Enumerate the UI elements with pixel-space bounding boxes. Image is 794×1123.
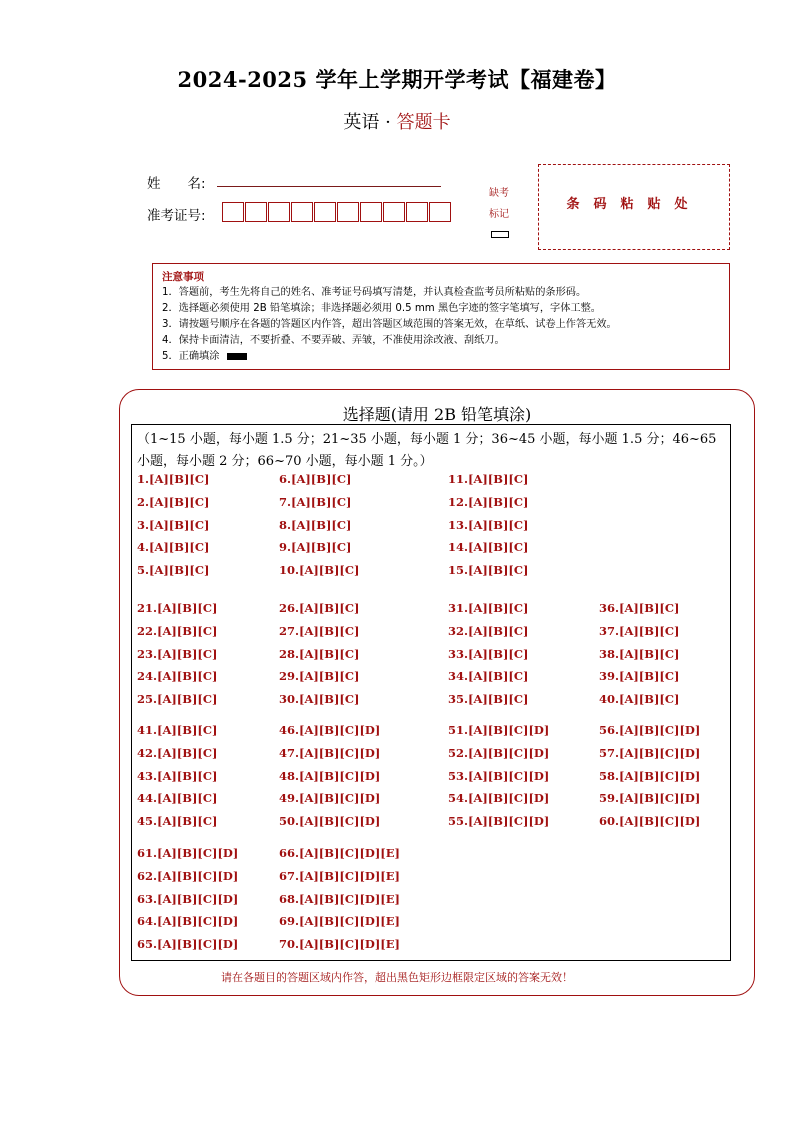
id-digit-box[interactable] bbox=[222, 202, 244, 222]
question-45[interactable]: 45.[A][B][C] bbox=[137, 814, 218, 829]
exam-title: 2024-2025 学年上学期开学考试【福建卷】 bbox=[177, 67, 617, 92]
question-11[interactable]: 11.[A][B][C] bbox=[448, 472, 529, 486]
id-digit-box[interactable] bbox=[383, 202, 405, 222]
section-instructions: （1~15 小题，每小题 1.5 分；21~35 小题，每小题 1 分；36~45 小题，每小题 1.5 分；46~65 小题，每小题 2 分；66~70 小题，每小题 1 分。） bbox=[137, 432, 717, 469]
question-23[interactable]: 23.[A][B][C] bbox=[137, 646, 218, 661]
question-42[interactable]: 42.[A][B][C] bbox=[137, 745, 218, 760]
question-43[interactable]: 43.[A][B][C] bbox=[137, 768, 218, 783]
question-37[interactable]: 37.[A][B][C] bbox=[599, 623, 680, 638]
question-30[interactable]: 30.[A][B][C] bbox=[279, 692, 360, 707]
question-54[interactable]: 54.[A][B][C][D] bbox=[448, 791, 550, 806]
id-digit-box[interactable] bbox=[291, 202, 313, 222]
question-49[interactable]: 49.[A][B][C][D] bbox=[279, 791, 381, 806]
absent-mark-box[interactable] bbox=[491, 231, 509, 238]
question-14[interactable]: 14.[A][B][C] bbox=[448, 540, 529, 555]
correct-fill-example bbox=[227, 353, 247, 360]
notice-item: 1．答题前，考生先将自己的姓名、准考证号码填写清楚，并认真检查监考员所粘贴的条形码。 bbox=[162, 287, 587, 298]
notice-title: 注意事项 bbox=[162, 271, 204, 283]
question-2[interactable]: 2.[A][B][C] bbox=[137, 494, 210, 509]
section-title: 选择题(请用 2B 铅笔填涂) bbox=[342, 405, 532, 424]
question-27[interactable]: 27.[A][B][C] bbox=[279, 623, 360, 638]
question-15[interactable]: 15.[A][B][C] bbox=[448, 563, 529, 578]
question-47[interactable]: 47.[A][B][C][D] bbox=[279, 745, 381, 760]
question-10[interactable]: 10.[A][B][C] bbox=[279, 563, 360, 578]
question-32[interactable]: 32.[A][B][C] bbox=[448, 623, 529, 638]
id-digit-box[interactable] bbox=[406, 202, 428, 222]
id-digit-box[interactable] bbox=[337, 202, 359, 222]
question-34[interactable]: 34.[A][B][C] bbox=[448, 669, 529, 684]
question-61[interactable]: 61.[A][B][C][D] bbox=[137, 846, 239, 860]
barcode-area bbox=[538, 164, 730, 250]
question-21[interactable]: 21.[A][B][C] bbox=[137, 601, 218, 615]
card-label: 答题卡 bbox=[396, 112, 451, 133]
question-52[interactable]: 52.[A][B][C][D] bbox=[448, 745, 550, 760]
question-35[interactable]: 35.[A][B][C] bbox=[448, 692, 529, 707]
question-29[interactable]: 29.[A][B][C] bbox=[279, 669, 360, 684]
question-70[interactable]: 70.[A][B][C][D][E] bbox=[279, 937, 400, 952]
question-38[interactable]: 38.[A][B][C] bbox=[599, 646, 680, 661]
question-36[interactable]: 36.[A][B][C] bbox=[599, 601, 680, 615]
question-65[interactable]: 65.[A][B][C][D] bbox=[137, 937, 239, 952]
question-63[interactable]: 63.[A][B][C][D] bbox=[137, 891, 239, 906]
question-60[interactable]: 60.[A][B][C][D] bbox=[599, 814, 701, 829]
question-67[interactable]: 67.[A][B][C][D][E] bbox=[279, 868, 400, 883]
question-57[interactable]: 57.[A][B][C][D] bbox=[599, 745, 701, 760]
question-55[interactable]: 55.[A][B][C][D] bbox=[448, 814, 550, 829]
id-digit-box[interactable] bbox=[245, 202, 267, 222]
question-33[interactable]: 33.[A][B][C] bbox=[448, 646, 529, 661]
notice-item: 4．保持卡面清洁，不要折叠、不要弄破、弄皱，不准使用涂改液、刮纸刀。 bbox=[162, 335, 505, 346]
question-8[interactable]: 8.[A][B][C] bbox=[279, 517, 352, 532]
id-digit-box[interactable] bbox=[268, 202, 290, 222]
absent-label-2: 标记 bbox=[489, 209, 509, 220]
question-62[interactable]: 62.[A][B][C][D] bbox=[137, 868, 239, 883]
question-7[interactable]: 7.[A][B][C] bbox=[279, 494, 352, 509]
id-label: 准考证号: bbox=[147, 208, 206, 224]
question-3[interactable]: 3.[A][B][C] bbox=[137, 517, 210, 532]
question-41[interactable]: 41.[A][B][C] bbox=[137, 723, 218, 737]
question-53[interactable]: 53.[A][B][C][D] bbox=[448, 768, 550, 783]
question-24[interactable]: 24.[A][B][C] bbox=[137, 669, 218, 684]
id-digit-box[interactable] bbox=[429, 202, 451, 222]
question-22[interactable]: 22.[A][B][C] bbox=[137, 623, 218, 638]
card-subtitle bbox=[0, 108, 794, 134]
question-58[interactable]: 58.[A][B][C][D] bbox=[599, 768, 701, 783]
question-59[interactable]: 59.[A][B][C][D] bbox=[599, 791, 701, 806]
name-label: 姓 名: bbox=[147, 176, 206, 192]
name-field[interactable] bbox=[217, 186, 441, 187]
question-46[interactable]: 46.[A][B][C][D] bbox=[279, 723, 381, 737]
question-31[interactable]: 31.[A][B][C] bbox=[448, 601, 529, 615]
subtitle-separator: · bbox=[385, 112, 391, 133]
question-64[interactable]: 64.[A][B][C][D] bbox=[137, 914, 239, 929]
question-66[interactable]: 66.[A][B][C][D][E] bbox=[279, 846, 400, 860]
id-digit-box[interactable] bbox=[360, 202, 382, 222]
id-digit-box[interactable] bbox=[314, 202, 336, 222]
question-5[interactable]: 5.[A][B][C] bbox=[137, 563, 210, 578]
question-4[interactable]: 4.[A][B][C] bbox=[137, 540, 210, 555]
notice-item: 2．选择题必须使用 2B 铅笔填涂；非选择题必须用 0.5 mm 黑色字迹的签字笔填写，字体工整。 bbox=[162, 303, 601, 314]
question-1[interactable]: 1.[A][B][C] bbox=[137, 472, 210, 486]
question-28[interactable]: 28.[A][B][C] bbox=[279, 646, 360, 661]
question-48[interactable]: 48.[A][B][C][D] bbox=[279, 768, 381, 783]
absent-label-1: 缺考 bbox=[489, 188, 509, 199]
candidate-id-field[interactable] bbox=[222, 202, 452, 222]
notice-item bbox=[162, 349, 729, 365]
question-56[interactable]: 56.[A][B][C][D] bbox=[599, 723, 701, 737]
question-25[interactable]: 25.[A][B][C] bbox=[137, 692, 218, 707]
section-footer: 请在各题目的答题区域内作答，超出黑色矩形边框限定区域的答案无效！ bbox=[221, 971, 573, 984]
notice-item-text: 5．正确填涂 bbox=[162, 351, 220, 362]
question-69[interactable]: 69.[A][B][C][D][E] bbox=[279, 914, 400, 929]
notice-item: 3．请按题号顺序在各题的答题区内作答，超出答题区域范围的答案无效，在草纸、试卷上作答无效。 bbox=[162, 319, 617, 330]
question-13[interactable]: 13.[A][B][C] bbox=[448, 517, 529, 532]
question-39[interactable]: 39.[A][B][C] bbox=[599, 669, 680, 684]
question-9[interactable]: 9.[A][B][C] bbox=[279, 540, 352, 555]
question-26[interactable]: 26.[A][B][C] bbox=[279, 601, 360, 615]
question-50[interactable]: 50.[A][B][C][D] bbox=[279, 814, 381, 829]
question-68[interactable]: 68.[A][B][C][D][E] bbox=[279, 891, 400, 906]
question-12[interactable]: 12.[A][B][C] bbox=[448, 494, 529, 509]
question-40[interactable]: 40.[A][B][C] bbox=[599, 692, 680, 707]
subject-label: 英语 bbox=[343, 112, 380, 133]
question-6[interactable]: 6.[A][B][C] bbox=[279, 472, 352, 486]
notice-box bbox=[152, 263, 730, 370]
question-51[interactable]: 51.[A][B][C][D] bbox=[448, 723, 550, 737]
question-44[interactable]: 44.[A][B][C] bbox=[137, 791, 218, 806]
barcode-label: 条码粘贴处 bbox=[566, 197, 702, 212]
